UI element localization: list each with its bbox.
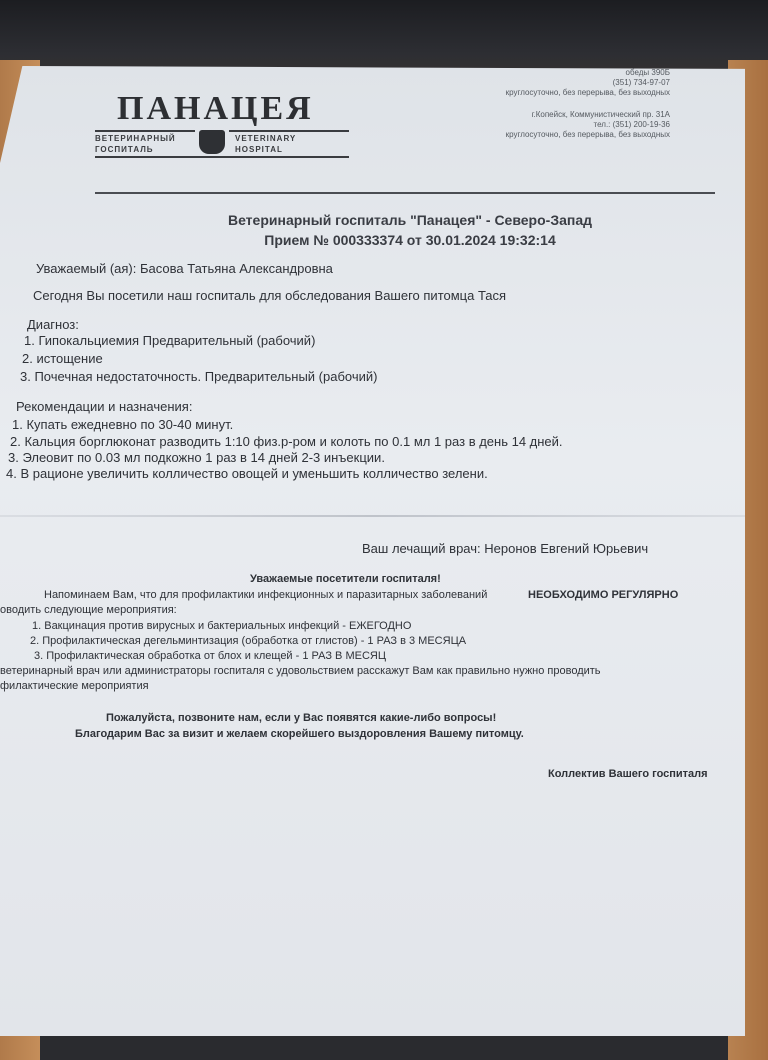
logo-title: ПАНАЦЕЯ — [117, 90, 314, 127]
notice-intro: Напоминаем Вам, что для профилактики инфекционных и паразитарных заболеваний — [44, 589, 488, 601]
appointment-number: Прием № 000333374 от 30.01.2024 19:32:14 — [264, 232, 556, 248]
diagnosis-item: 2. истощение — [22, 351, 103, 366]
contact-line: круглосуточно, без перерыва, без выходных — [505, 130, 670, 139]
contact-line: тел.: (351) 200-19-36 — [593, 120, 670, 129]
logo-rule-bottom — [95, 156, 349, 158]
closing-question: Пожалуйста, позвоните нам, если у Вас появятся какие-либо вопросы! — [106, 712, 497, 724]
contact-line: круглосуточно, без перерыва, без выходных — [505, 88, 670, 97]
recommendations-label: Рекомендации и назначения: — [16, 399, 193, 414]
notice-intro-cont: оводить следующие мероприятия: — [0, 604, 177, 616]
recommendation-item: 1. Купать ежедневно по 30-40 минут. — [12, 417, 234, 432]
hospital-name: Ветеринарный госпиталь "Панацея" - Северо-Запад — [227, 212, 593, 228]
logo-subtitle-en: VETERINARY HOSPITAL — [235, 134, 297, 154]
logo-rule-left — [95, 130, 195, 132]
horse-emblem-icon — [199, 130, 225, 154]
document-title — [100, 210, 720, 250]
paper-fold — [0, 515, 745, 517]
closing-thanks: Благодарим Вас за визит и желаем скорейшего выздоровления Вашему питомцу. — [75, 728, 524, 740]
notice-item: 3. Профилактическая обработка от блох и клещей - 1 РАЗ В МЕСЯЦ — [34, 650, 386, 662]
notice-heading: Уважаемые посетители госпиталя! — [250, 573, 441, 585]
notice-advice: ветеринарный врач или администраторы госпиталя с удовольствием расскажут Вам как правильно нужно проводить — [0, 665, 601, 677]
notice-item: 2. Профилактическая дегельминтизация (обработка от глистов) - 1 РАЗ в 3 МЕСЯЦА — [30, 635, 467, 647]
logo-subtitle-ru: ВЕТЕРИНАРНЫЙ ГОСПИТАЛЬ — [95, 134, 176, 154]
contacts-block — [470, 68, 670, 140]
diagnosis-item: 1. Гипокальциемия Предварительный (рабочий) — [24, 333, 316, 348]
recommendation-item: 2. Кальция борглюконат разводить 1:10 физ.р-ром и колоть по 0.1 мл 1 раз в день 14 дней. — [10, 434, 563, 449]
contact-line: (351) 734-97-07 — [612, 78, 670, 87]
notice-advice-cont: филактические мероприятия — [0, 680, 149, 692]
recommendation-item: 3. Элеовит по 0.03 мл подкожно 1 раз в 14 дней 2-3 инъекции. — [8, 450, 385, 465]
hospital-logo — [95, 90, 355, 162]
attending-doctor: Ваш лечащий врач: Неронов Евгений Юрьевич — [362, 541, 649, 556]
diagnosis-item: 3. Почечная недостаточность. Предварительный (рабочий) — [20, 369, 378, 384]
signature: Коллектив Вашего госпиталя — [548, 768, 708, 780]
recommendation-item: 4. В рационе увеличить колличество овощей и уменьшить колличество зелени. — [6, 466, 488, 481]
logo-rule-right — [229, 130, 349, 132]
notice-item: 1. Вакцинация против вирусных и бактериальных инфекций - ЕЖЕГОДНО — [32, 620, 412, 632]
header-rule — [95, 192, 715, 194]
contact-line: обеды 390Б — [625, 68, 670, 77]
contact-line: г.Копейск, Коммунистический пр. 31А — [531, 110, 670, 119]
notice-intro-emphasis: НЕОБХОДИМО РЕГУЛЯРНО — [528, 589, 679, 601]
diagnosis-label: Диагноз: — [27, 317, 79, 332]
visit-text: Сегодня Вы посетили наш госпиталь для обследования Вашего питомца Тася — [33, 288, 507, 303]
greeting: Уважаемый (ая): Басова Татьяна Александровна — [36, 261, 333, 276]
